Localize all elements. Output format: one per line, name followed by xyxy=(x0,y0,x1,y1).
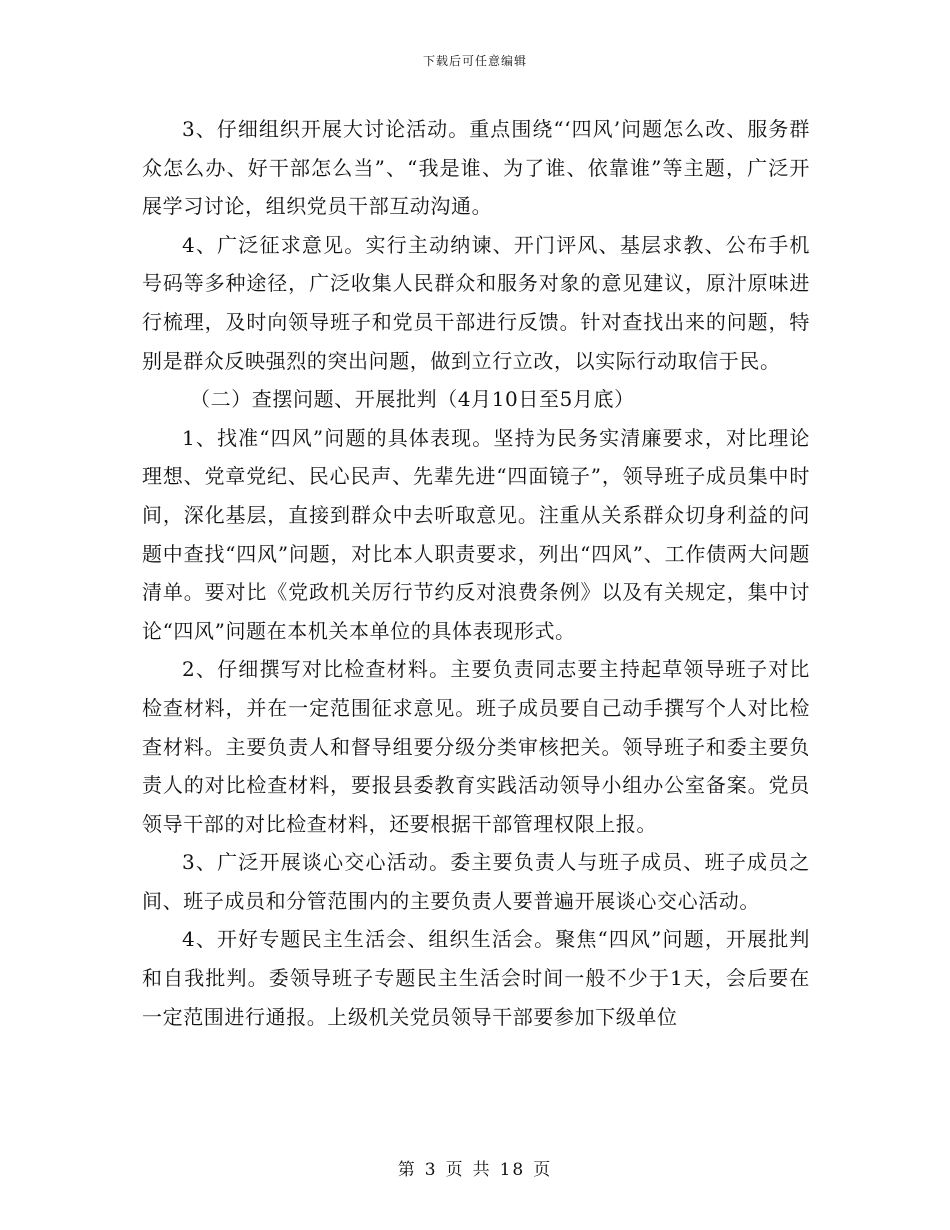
paragraph-solicit-opinions: 4、广泛征求意见。实行主动纳谏、开门评风、基层求教、公布手机号码等多种途径，广泛收集人民群众和服务对象的意见建议，原汁原味进行梳理，及时向领导班子和党员干部进行反馈。针对查找出来的问题，特别是群众反映强烈的突出问题，做到立行立改，以实际行动取信于民。 xyxy=(142,232,810,373)
page-header: 下载后可任意编辑 xyxy=(422,54,527,68)
page-footer xyxy=(0,1155,950,1180)
footer-page-label: 第 xyxy=(397,1160,417,1180)
paragraph-identify-problems: 1、找准“四风”问题的具体表现。坚持为民务实清廉要求，对比理论理想、党章党纪、民心民声、先辈先进“四面镜子”，领导班子成员集中时间，深化基层，直接到群众中去听取意见。注重从关系群众切身利益的问题中查找“四风”问题，对比本人职责要求，列出“四风”、工作债两大问题清单。要对比《党政机关厉行节约反对浪费条例》以及有关规定，集中讨论“四风”问题在本机关本单位的具体表现形式。 xyxy=(142,425,810,643)
section-heading-two: （二）查摆问题、开展批判（4月10日至5月底） xyxy=(190,387,635,412)
footer-total-pages: 18 xyxy=(499,1160,526,1180)
paragraph-write-materials: 2、仔细撰写对比检查材料。主要负责同志要主持起草领导班子对比检查材料，并在一定范围征求意见。班子成员要自己动手撰写个人对比检查材料。主要负责人和督导组要分级分类审核把关。领导班子和委主要负责人的对比检查材料，要报县委教育实践活动领导小组办公室备案。党员领导干部的对比检查材料，还要根据干部管理权限上报。 xyxy=(142,657,810,836)
paragraph-heart-talks: 3、广泛开展谈心交心活动。委主要负责人与班子成员、班子成员之间、班子成员和分管范围内的主要负责人要普遍开展谈心交心活动。 xyxy=(142,850,810,913)
footer-page-word-2: 页 xyxy=(533,1160,553,1180)
paragraph-discussion-activity: 3、仔细组织开展大讨论活动。重点围绕“‘四风’问题怎么改、服务群众怎么办、好干部怎么当”、“我是谁、为了谁、依靠谁”等主题，广泛开展学习讨论，组织党员干部互动沟通。 xyxy=(142,117,810,219)
paragraph-democratic-meeting: 4、开好专题民主生活会、组织生活会。聚焦“四风”问题，开展批判和自我批判。委领导班子专题民主生活会时间一般不少于1天，会后要在一定范围进行通报。上级机关党员领导干部要参加下级单位 xyxy=(142,927,810,1029)
footer-total-label: 共 xyxy=(472,1160,492,1180)
footer-current-page: 3 xyxy=(424,1160,438,1180)
document-body xyxy=(142,110,810,1036)
footer-page-word: 页 xyxy=(445,1160,465,1180)
